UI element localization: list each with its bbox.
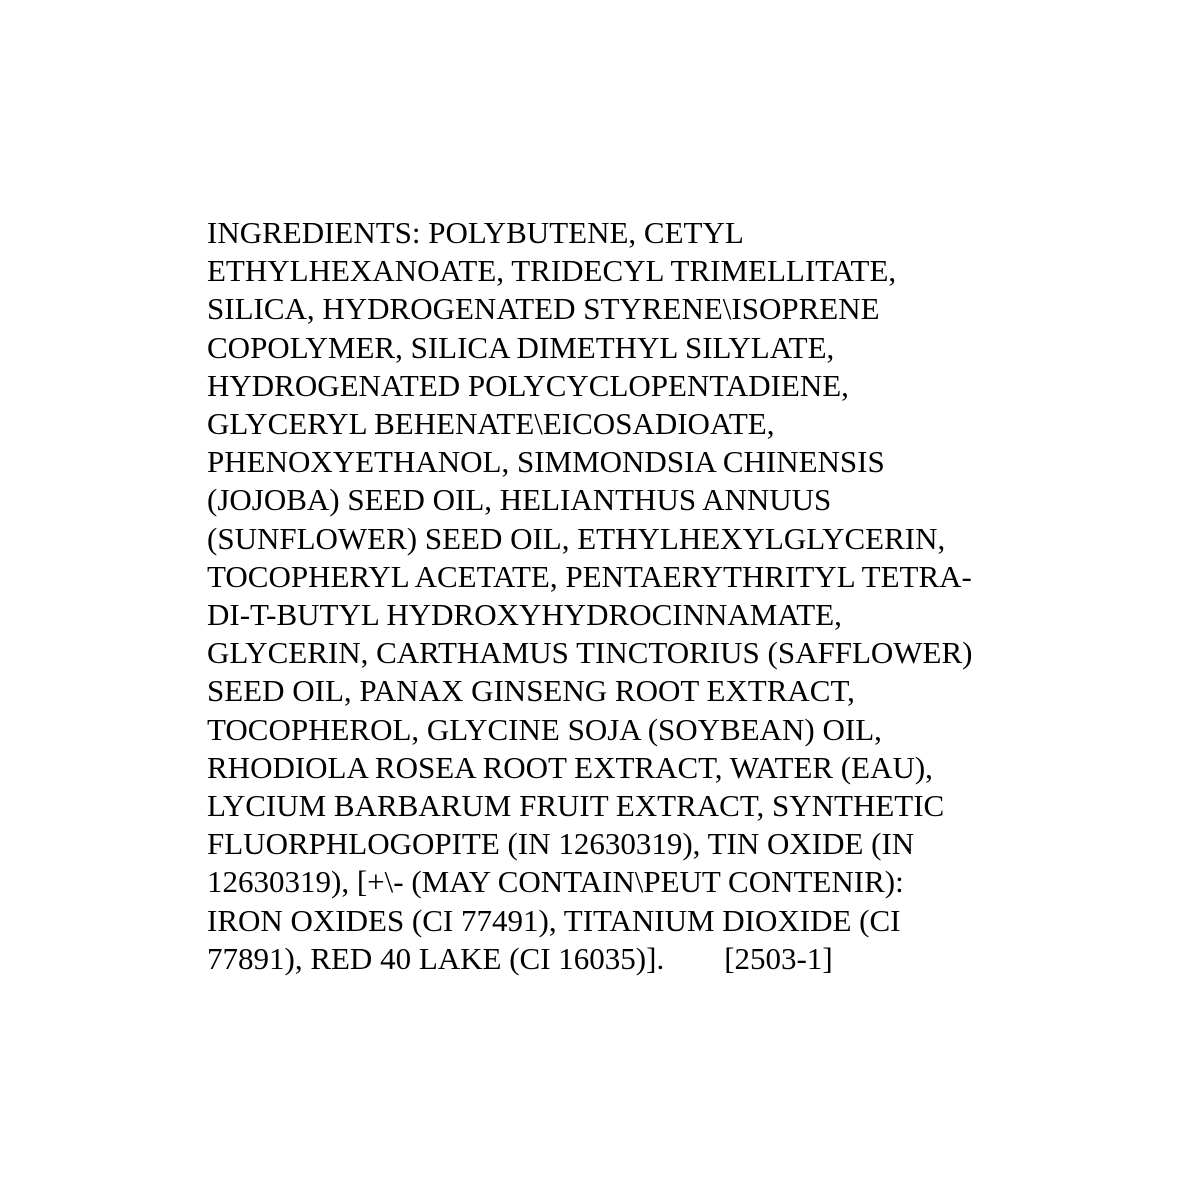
ingredients-line: COPOLYMER, SILICA DIMETHYL SILYLATE, <box>207 329 835 365</box>
ingredients-line: INGREDIENTS: POLYBUTENE, CETYL <box>207 215 744 250</box>
ingredients-line: GLYCERYL BEHENATE\EICOSADIOATE, <box>207 406 775 442</box>
ingredients-line: TOCOPHEROL, GLYCINE SOJA (SOYBEAN) OIL, <box>207 711 882 747</box>
ingredients-line: 12630319), [+\- (MAY CONTAIN\PEUT CONTENIR): <box>207 864 904 900</box>
ingredients-line: (JOJOBA) SEED OIL, HELIANTHUS ANNUUS <box>207 482 832 518</box>
ingredients-line: SEED OIL, PANAX GINSENG ROOT EXTRACT, <box>207 673 855 709</box>
ingredients-line: RHODIOLA ROSEA ROOT EXTRACT, WATER (EAU), <box>207 749 933 785</box>
ingredients-list <box>207 214 1067 978</box>
ingredients-line: IRON OXIDES (CI 77491), TITANIUM DIOXIDE (CI <box>207 902 901 938</box>
ingredients-line: GLYCERIN, CARTHAMUS TINCTORIUS (SAFFLOWER) <box>207 635 973 671</box>
ingredients-line: HYDROGENATED POLYCYCLOPENTADIENE, <box>207 367 849 403</box>
batch-code: [2503-1] <box>724 940 833 976</box>
ingredients-line: LYCIUM BARBARUM FRUIT EXTRACT, SYNTHETIC <box>207 788 945 824</box>
ingredients-last-line <box>207 940 1067 978</box>
ingredients-line-text: 77891), RED 40 LAKE (CI 16035)]. <box>207 940 665 976</box>
ingredients-line: SILICA, HYDROGENATED STYRENE\ISOPRENE <box>207 291 880 327</box>
ingredients-line: TOCOPHERYL ACETATE, PENTAERYTHRITYL TETRA- <box>207 558 972 594</box>
ingredients-line: (SUNFLOWER) SEED OIL, ETHYLHEXYLGLYCERIN, <box>207 520 946 556</box>
ingredients-line: DI-T-BUTYL HYDROXYHYDROCINNAMATE, <box>207 597 842 633</box>
ingredients-line: PHENOXYETHANOL, SIMMONDSIA CHINENSIS <box>207 444 885 480</box>
ingredients-line: ETHYLHEXANOATE, TRIDECYL TRIMELLITATE, <box>207 253 897 289</box>
ingredients-line: FLUORPHLOGOPITE (IN 12630319), TIN OXIDE (IN <box>207 826 915 862</box>
